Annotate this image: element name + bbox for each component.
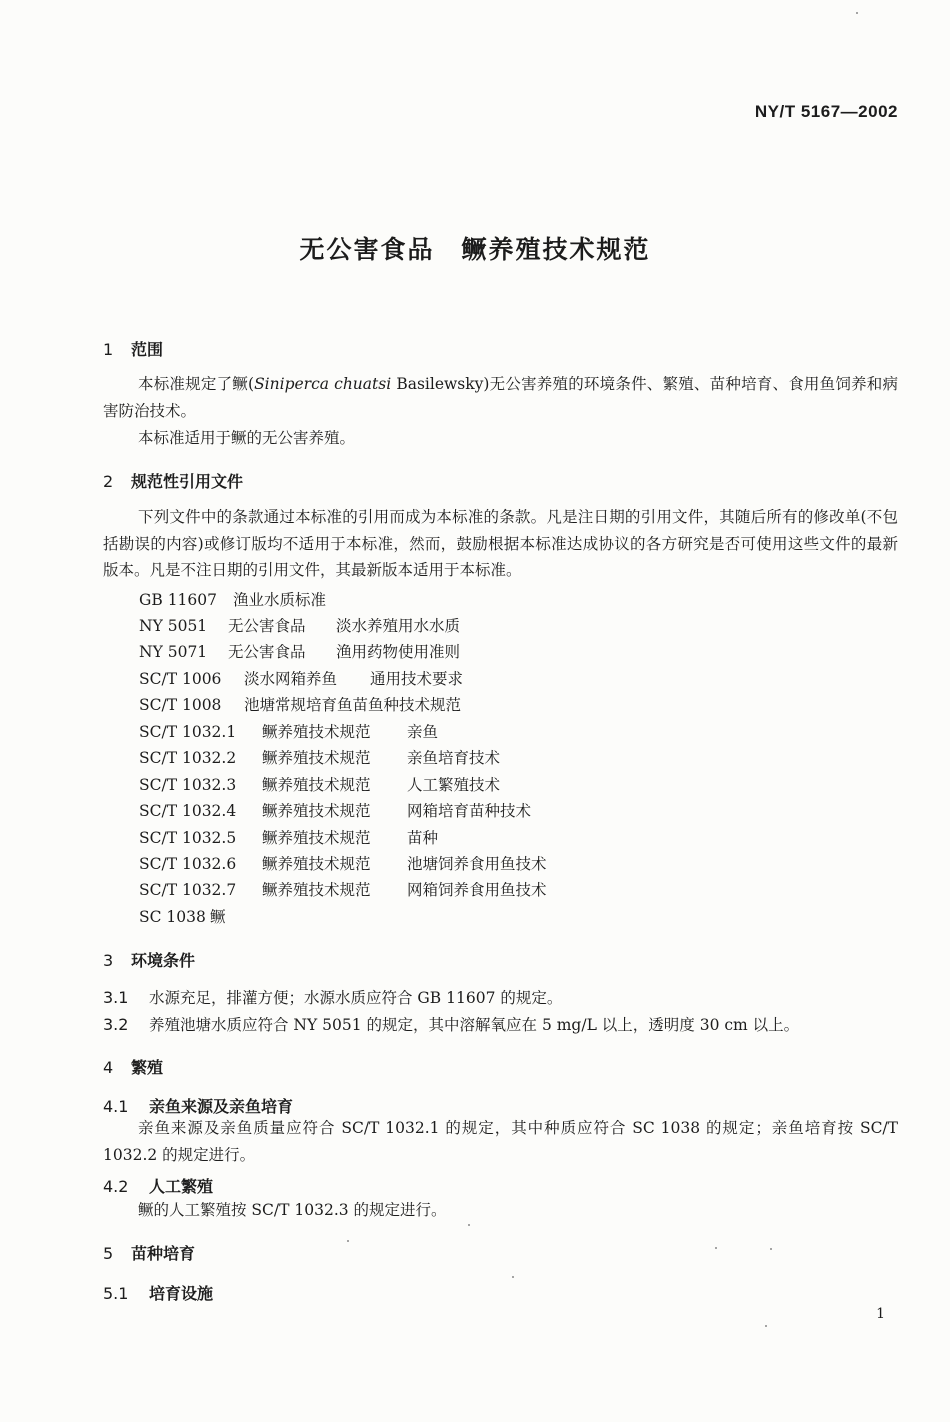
clause-text: 水源充足，排灌方便；水源水质应符合 GB 11607 的规定。	[149, 989, 563, 1007]
reference-item	[139, 878, 547, 900]
subclause-heading	[103, 1281, 213, 1304]
reference-code: NY 5051	[139, 617, 208, 635]
reference-title: 鳜养殖技术规范	[262, 829, 371, 847]
page-number: 1	[876, 1306, 885, 1322]
scan-speck	[715, 1247, 717, 1249]
reference-code: SC/T 1032.7	[139, 881, 237, 899]
reference-part: 亲鱼	[407, 723, 439, 741]
reference-code: SC/T 1032.4	[139, 802, 237, 820]
reference-part: 网箱培育苗种技术	[407, 802, 532, 820]
subclause-heading	[103, 1174, 213, 1197]
section-heading	[103, 948, 195, 971]
scan-speck	[512, 1276, 514, 1278]
reference-part: 通用技术要求	[370, 670, 464, 688]
reference-item	[139, 614, 460, 636]
section-number: 2	[103, 472, 114, 491]
reference-code: GB 11607	[139, 591, 218, 609]
clause-number: 3.2	[103, 1015, 129, 1034]
reference-code: SC 1038	[139, 908, 206, 926]
reference-part: 渔用药物使用准则	[336, 643, 461, 661]
clause	[103, 986, 562, 1008]
reference-part: 网箱饲养食用鱼技术	[407, 881, 547, 899]
reference-item	[139, 852, 547, 874]
reference-item	[139, 640, 460, 662]
scope-paragraph: 本标准适用于鳜的无公害养殖。	[138, 429, 356, 447]
section-number: 3	[103, 951, 114, 970]
clause	[103, 1013, 799, 1035]
reference-code: SC/T 1006	[139, 670, 222, 688]
section-heading	[103, 1055, 163, 1078]
clause-title: 人工繁殖	[149, 1177, 214, 1196]
section-number: 1	[103, 340, 114, 359]
section-number: 5	[103, 1244, 114, 1263]
reference-code: SC/T 1032.5	[139, 829, 237, 847]
reference-item	[139, 746, 500, 768]
normative-intro: 下列文件中的条款通过本标准的引用而成为本标准的条款。凡是注日期的引用文件，其随后所有的修改单(不包括勘误的内容)或修订版均不适用于本标准，然而，鼓励根据本标准达成协议的各方研究是否可使用这些文件的最新版本。凡是不注日期的引用文件，其最新版本适用于本标准。	[103, 508, 898, 579]
reference-code: SC/T 1032.1	[139, 723, 237, 741]
reference-code: SC/T 1008	[139, 696, 222, 714]
clause-title: 亲鱼来源及亲鱼培育	[149, 1097, 294, 1116]
clause-number: 3.1	[103, 988, 129, 1007]
reference-part: 苗种	[407, 829, 439, 847]
reference-item	[139, 693, 461, 715]
clause-title: 培育设施	[149, 1284, 214, 1303]
reference-code: SC/T 1032.3	[139, 776, 237, 794]
clause-number: 4.1	[103, 1097, 129, 1116]
reference-title: 鳜养殖技术规范	[262, 855, 371, 873]
reference-title: 无公害食品	[228, 617, 306, 635]
clause-paragraph: 鳜的人工繁殖按 SC/T 1032.3 的规定进行。	[138, 1201, 447, 1219]
document-title: 无公害食品 鳜养殖技术规范	[299, 235, 651, 264]
scan-speck	[770, 1248, 772, 1250]
clause-text: 养殖池塘水质应符合 NY 5051 的规定，其中溶解氧应在 5 mg/L 以上，透明度 30 cm 以上。	[149, 1016, 800, 1034]
section-heading	[103, 1241, 195, 1264]
reference-part: 淡水养殖用水水质	[336, 617, 461, 635]
reference-item	[139, 667, 463, 689]
reference-title: 鳜养殖技术规范	[262, 723, 371, 741]
reference-title: 鳜养殖技术规范	[262, 802, 371, 820]
section-title: 范围	[131, 340, 164, 359]
scope-paragraph: 本标准规定了鳜(Siniperca chuatsi Basilewsky)无公害养殖的环境条件、繁殖、苗种培育、食用鱼饲养和病害防治技术。	[103, 375, 898, 420]
scan-speck	[347, 1240, 349, 1242]
reference-code: NY 5071	[139, 643, 208, 661]
reference-code: SC/T 1032.2	[139, 749, 237, 767]
scan-speck	[468, 1224, 470, 1226]
clause-number: 4.2	[103, 1177, 129, 1196]
reference-item	[139, 588, 326, 610]
section-heading	[103, 337, 163, 360]
reference-part: 亲鱼培育技术	[407, 749, 501, 767]
reference-item	[139, 826, 438, 848]
reference-title: 鳜	[210, 908, 226, 926]
clause-paragraph: 亲鱼来源及亲鱼质量应符合 SC/T 1032.1 的规定，其中种质应符合 SC 1038 的规定；亲鱼培育按 SC/T 1032.2 的规定进行。	[103, 1119, 898, 1164]
standard-code: NY/T 5167—2002	[754, 102, 898, 121]
section-title: 规范性引用文件	[131, 472, 244, 491]
reference-title: 鳜养殖技术规范	[262, 881, 371, 899]
reference-title: 鳜养殖技术规范	[262, 749, 371, 767]
reference-title: 池塘常规培育鱼苗鱼种技术规范	[244, 696, 462, 714]
section-title: 环境条件	[131, 951, 196, 970]
reference-title: 鳜养殖技术规范	[262, 776, 371, 794]
reference-title: 淡水网箱养鱼	[244, 670, 338, 688]
clause-number: 5.1	[103, 1284, 129, 1303]
section-heading	[103, 469, 243, 492]
section-number: 4	[103, 1058, 114, 1077]
reference-item	[139, 799, 531, 821]
subclause-heading	[103, 1094, 293, 1117]
scan-speck	[765, 1325, 767, 1327]
reference-item	[139, 773, 500, 795]
reference-part: 人工繁殖技术	[407, 776, 501, 794]
reference-item	[139, 720, 438, 742]
scientific-name: Siniperca chuatsi	[254, 375, 392, 393]
reference-part: 池塘饲养食用鱼技术	[407, 855, 547, 873]
section-title: 繁殖	[131, 1058, 164, 1077]
reference-item	[139, 905, 226, 927]
reference-title: 渔业水质标准	[233, 591, 327, 609]
reference-code: SC/T 1032.6	[139, 855, 237, 873]
section-title: 苗种培育	[131, 1244, 196, 1263]
reference-title: 无公害食品	[228, 643, 306, 661]
scan-speck	[856, 12, 858, 14]
